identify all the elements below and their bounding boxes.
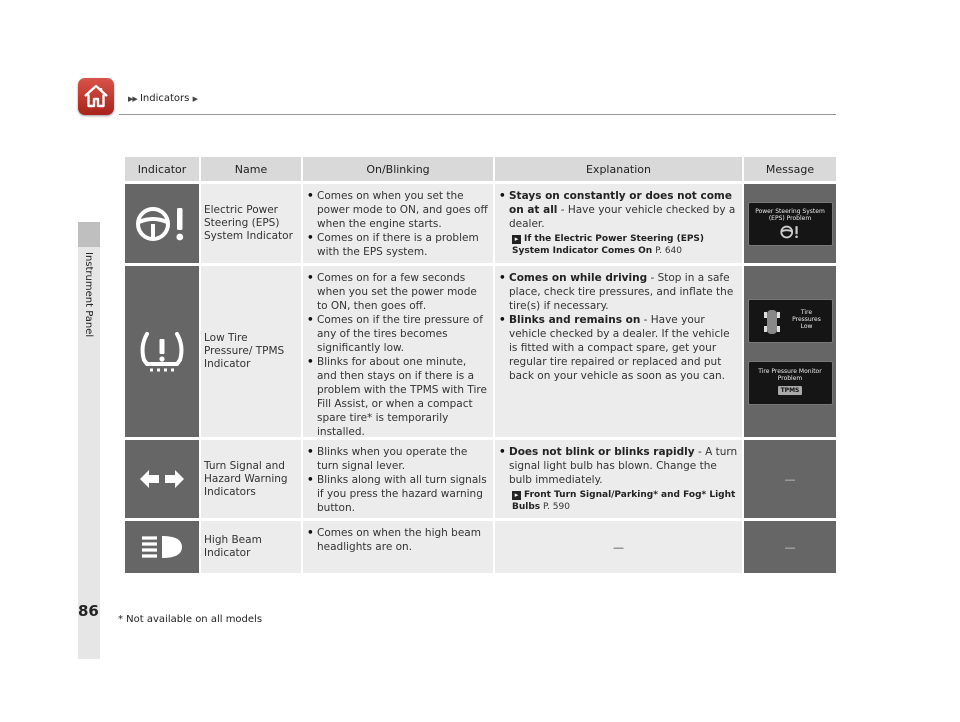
- list-item: • Comes on if there is a problem with the EPS system.: [307, 231, 489, 259]
- column-header-indicator: Indicator: [125, 157, 199, 181]
- indicators-table: [125, 157, 836, 573]
- eps-message-display: [748, 202, 833, 246]
- row-tpms-message: [744, 266, 836, 437]
- car-top-view-icon: [763, 307, 781, 337]
- row-high-beam-explanation: [495, 521, 742, 573]
- tire-pressures-low-display: [748, 299, 833, 343]
- breadcrumb-section[interactable]: Indicators: [139, 93, 190, 104]
- table-row-high-beam-indicator: [125, 521, 199, 573]
- list-item: • Comes on when you set the power mode to ON, and goes off when the engine starts.: [307, 189, 489, 231]
- header-divider: [119, 114, 836, 115]
- row-turn-signal-explanation: [495, 440, 742, 518]
- row-tpms-explanation: [495, 266, 742, 437]
- list-item: [499, 271, 738, 313]
- explanation-bold: Does not blink or blinks rapidly: [509, 446, 695, 458]
- list-item: • Comes on for a few seconds when you set the power mode to ON, then goes off.: [307, 271, 489, 313]
- row-eps-explanation: [495, 184, 742, 263]
- row-high-beam-message: [744, 521, 836, 573]
- page-number: 86: [78, 602, 99, 620]
- message-line: Tire: [800, 308, 813, 316]
- explanation-bold: Comes on while driving: [509, 272, 648, 284]
- cross-reference-link[interactable]: [512, 489, 742, 513]
- explanation-text: - Have your vehicle checked by a dealer.: [509, 204, 736, 230]
- message-line: Low: [800, 322, 813, 330]
- column-header-message: Message: [744, 157, 836, 181]
- reference-page[interactable]: P. 640: [655, 246, 683, 256]
- row-eps-name: Electric Power Steering (EPS) System Indicator: [201, 184, 301, 263]
- explanation-text: - A turn signal light bulb has blown. Change the bulb immediately.: [509, 446, 738, 486]
- tpms-badge: TPMS: [778, 386, 803, 395]
- home-button[interactable]: [78, 78, 114, 115]
- row-high-beam-name: High Beam Indicator: [201, 521, 301, 573]
- row-high-beam-on-blinking: [303, 521, 493, 573]
- list-item: • Comes on if the tire pressure of any of the tires becomes significantly low.: [307, 313, 489, 355]
- reference-arrow-icon: ▸: [512, 491, 521, 500]
- column-header-name: Name: [201, 157, 301, 181]
- list-item: • Blinks when you operate the turn signal lever.: [307, 445, 489, 473]
- breadcrumb[interactable]: [128, 93, 197, 104]
- eps-steering-wheel-icon: [778, 224, 802, 240]
- explanation-bold: Blinks and remains on: [509, 314, 641, 326]
- column-header-explanation: Explanation: [495, 157, 742, 181]
- high-beam-icon: [140, 534, 184, 560]
- reference-arrow-icon: ▸: [512, 235, 521, 244]
- list-item: • Comes on when the high beam headlights are on.: [307, 526, 489, 554]
- row-turn-signal-message: [744, 440, 836, 518]
- list-item: • Blinks along with all turn signals if you press the hazard warning button.: [307, 473, 489, 515]
- tire-pressure-monitor-display: [748, 361, 833, 405]
- empty-value: —: [784, 472, 796, 486]
- row-eps-on-blinking: [303, 184, 493, 263]
- row-tpms-on-blinking: [303, 266, 493, 437]
- message-line: Problem: [777, 374, 803, 382]
- row-turn-signal-name: Turn Signal and Hazard Warning Indicators: [201, 440, 301, 518]
- table-row-turn-signal-indicator: [125, 440, 199, 518]
- list-item: [499, 445, 738, 487]
- row-tpms-name: Low Tire Pressure/ TPMS Indicator: [201, 266, 301, 437]
- list-item: [499, 313, 738, 383]
- turn-signal-arrows-icon: [139, 468, 185, 490]
- cross-reference-link[interactable]: [512, 233, 742, 257]
- side-tab-marker: [78, 222, 100, 247]
- breadcrumb-arrow-icon: ▶: [192, 95, 197, 103]
- message-line: Tire Pressure Monitor: [758, 367, 822, 375]
- home-icon: [83, 83, 109, 109]
- message-line: Power Steering System: [755, 207, 825, 215]
- reference-title[interactable]: Front Turn Signal/Parking* and Fog* Light Bulbs: [512, 490, 736, 512]
- list-item: [499, 189, 738, 231]
- table-row-eps-indicator: [125, 184, 199, 263]
- message-line: Pressures: [792, 315, 821, 323]
- explanation-text: - Stop in a safe place, check tire pressures, and inflate the tire(s) if necessary.: [509, 272, 734, 312]
- row-turn-signal-on-blinking: [303, 440, 493, 518]
- table-row-tpms-indicator: [125, 266, 199, 437]
- explanation-bold: Stays on constantly or does not come on at all: [509, 190, 732, 216]
- breadcrumb-arrow-icon: ▶▶: [128, 95, 137, 103]
- list-item: • Blinks for about one minute, and then stays on if there is a problem with the TPMS with Tire Fill Assist, or when a compact spare tire* is temporarily installed.: [307, 355, 489, 439]
- side-tab-label: Instrument Panel: [83, 252, 94, 338]
- empty-value: —: [784, 540, 796, 554]
- tire-pressure-icon: [137, 330, 187, 374]
- explanation-text: - Have your vehicle checked by a dealer. If the vehicle is fitted with a compact spare, get your regular tire repaired or replaced and put back on your vehicle as soon as you can.: [509, 314, 730, 382]
- reference-page[interactable]: P. 590: [543, 502, 570, 512]
- row-eps-message: [744, 184, 836, 263]
- eps-steering-wheel-icon: [132, 202, 192, 246]
- empty-value: —: [613, 540, 624, 554]
- message-line: (EPS) Problem: [768, 214, 812, 222]
- column-header-on-blinking: On/Blinking: [303, 157, 493, 181]
- footnote: * Not available on all models: [118, 614, 263, 625]
- reference-title[interactable]: If the Electric Power Steering (EPS) System Indicator Comes On: [512, 234, 705, 256]
